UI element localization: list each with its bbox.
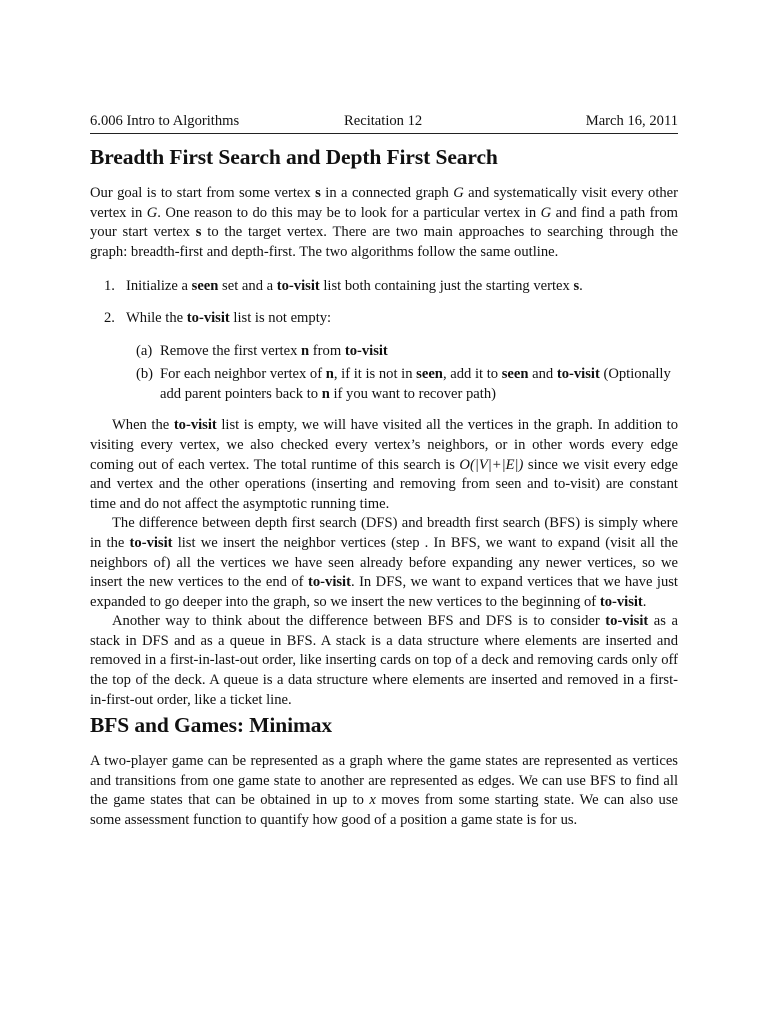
substep-label: (a) [136, 342, 153, 359]
math-symbol: G [453, 185, 464, 201]
running-header [90, 111, 678, 131]
header-rule [90, 133, 678, 134]
substep-text: For each neighbor vertex of n, if it is not in seen, add it to seen and to-visit (Optionally add parent pointers back to n if you want to recover path) [160, 366, 671, 402]
bold-term: to-visit [186, 309, 230, 326]
page-body [90, 142, 678, 831]
bold-term: to-visit [173, 417, 217, 434]
recitation-label: Recitation 12 [344, 113, 423, 129]
bold-term: s [195, 224, 202, 241]
dfs-bfs-difference-paragraph: The difference between depth first search (DFS) and breadth first search (BFS) is simply where in the to-visit list we insert the neighbor vertices (step . In BFS, we want to expand (visit all the neighbors of) all the vertices we have seen already before expanding any newer vertices, so we insert the new vertices to the end of to-visit. In DFS, we want to expand vertices that we have just expanded to go deeper into the graph, so we insert the new vertices to the beginning of to-visit. [90, 515, 678, 610]
minimax-intro-paragraph: A two-player game can be represented as a graph where the game states are represented as vertices and transitions from one game state to another are represented as edges. We can use BFS to find all the game states that can be obtained in up to x moves from some starting state. We can also use some assessment function to quantify how good of a position a game state is for us. [90, 753, 679, 829]
bold-term: to-visit [276, 278, 320, 295]
bold-term: n [325, 366, 334, 383]
course-name: 6.006 Intro to Algorithms [90, 113, 240, 129]
math-symbol: O(|V|+|E|) [459, 456, 524, 473]
algorithm-substeps [90, 342, 678, 405]
section-title-minimax: BFS and Games: Minimax [90, 713, 333, 738]
math-symbol: G [146, 204, 158, 221]
step-text: Initialize a seen set and a to-visit list both containing just the starting vertex s. [126, 278, 583, 295]
substep-label: (b) [136, 366, 154, 383]
step-number: 2. [104, 309, 115, 326]
bold-term: to-visit [129, 534, 173, 551]
stack-queue-paragraph: Another way to think about the difference between BFS and DFS is to consider to-visit as a stack in DFS and as a queue in BFS. A stack is a data structure where elements are inserted and removed in a first-in-last-out order, like inserting cards on top of a deck and removing cards only off the top of the deck. A queue is a data structure where elements are inserted and removed in a first-in-first-out order, like a ticket line. [90, 613, 678, 708]
bold-term: to-visit [308, 574, 351, 591]
algorithm-substep-b [90, 365, 678, 404]
substep-text: Remove the first vertex n from to-visit [160, 342, 388, 359]
math-symbol: G [540, 204, 552, 221]
bold-term: to-visit [605, 613, 649, 630]
bold-term: to-visit [556, 366, 600, 383]
section-title-bfs-dfs: Breadth First Search and Depth First Search [90, 145, 498, 169]
step-number: 1. [104, 278, 115, 295]
intro-paragraph: Our goal is to start from some vertex s in a connected graph G and systematically visit every other vertex in G. One reason to do this may be to look for a particular vertex in G and find a path from your start vertex s to the target vertex. There are two main approaches to searching through the graph: breadth-first and depth-first. The two algorithms follow the same outline. [90, 185, 679, 260]
bold-term: to-visit [344, 342, 388, 359]
algorithm-step-1 [90, 277, 678, 297]
runtime-paragraph: When the to-visit list is empty, we will have visited all the vertices in the graph. In addition to visiting every vertex, we also checked every vertex’s neighbors, or in other words every edge coming out of each vertex. The total runtime of this search is O(|V|+|E|) since we visit every edge and vertex and the other operations (inserting and removing from seen and to-visit) are constant time and do not affect the asymptotic running time. [90, 417, 679, 512]
bold-term: seen [501, 366, 529, 383]
bold-term: seen [416, 366, 443, 383]
bold-term: n [301, 342, 310, 359]
header-date: March 16, 2011 [585, 113, 678, 129]
algorithm-steps [90, 277, 678, 328]
bold-term: s [573, 278, 580, 295]
bold-term: n [321, 385, 330, 402]
bold-term: seen [191, 278, 219, 295]
bold-term: s [315, 185, 321, 201]
algorithm-substep-a [90, 342, 678, 362]
math-symbol: x [369, 792, 376, 809]
algorithm-step-2 [90, 309, 678, 329]
bold-term: to-visit [599, 593, 643, 610]
step-text: While the to-visit list is not empty: [126, 309, 332, 326]
